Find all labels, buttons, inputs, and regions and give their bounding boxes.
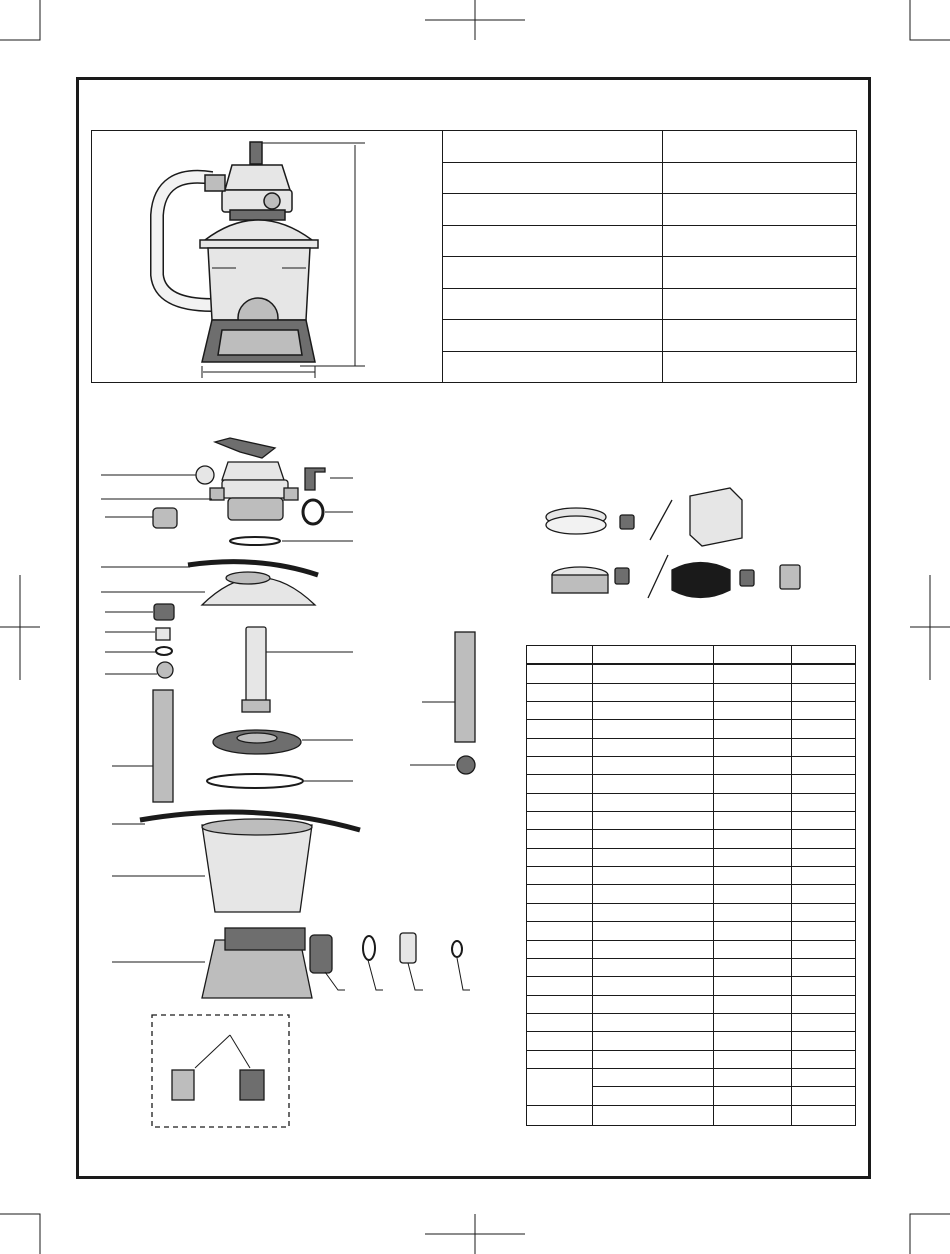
table-row	[527, 793, 856, 811]
table-row	[527, 830, 856, 848]
table-row	[527, 995, 856, 1013]
table-row	[527, 1013, 856, 1031]
table-row	[527, 848, 856, 866]
table-row	[527, 903, 856, 921]
table-row	[527, 958, 856, 976]
table-row	[527, 1032, 856, 1050]
table-row	[527, 683, 856, 701]
table-row	[527, 1105, 856, 1125]
table-row	[527, 977, 856, 995]
table-row	[527, 1050, 856, 1068]
table-row	[527, 646, 856, 665]
table-row	[527, 702, 856, 720]
table-row	[527, 1068, 856, 1086]
parts-table	[526, 645, 856, 1126]
table-row	[527, 720, 856, 738]
table-row	[527, 922, 856, 940]
table-row	[527, 738, 856, 756]
table-row	[527, 940, 856, 958]
table-row	[527, 867, 856, 885]
table-row	[527, 885, 856, 903]
table-row	[527, 664, 856, 683]
table-row	[527, 812, 856, 830]
table-row	[527, 757, 856, 775]
table-row	[527, 775, 856, 793]
